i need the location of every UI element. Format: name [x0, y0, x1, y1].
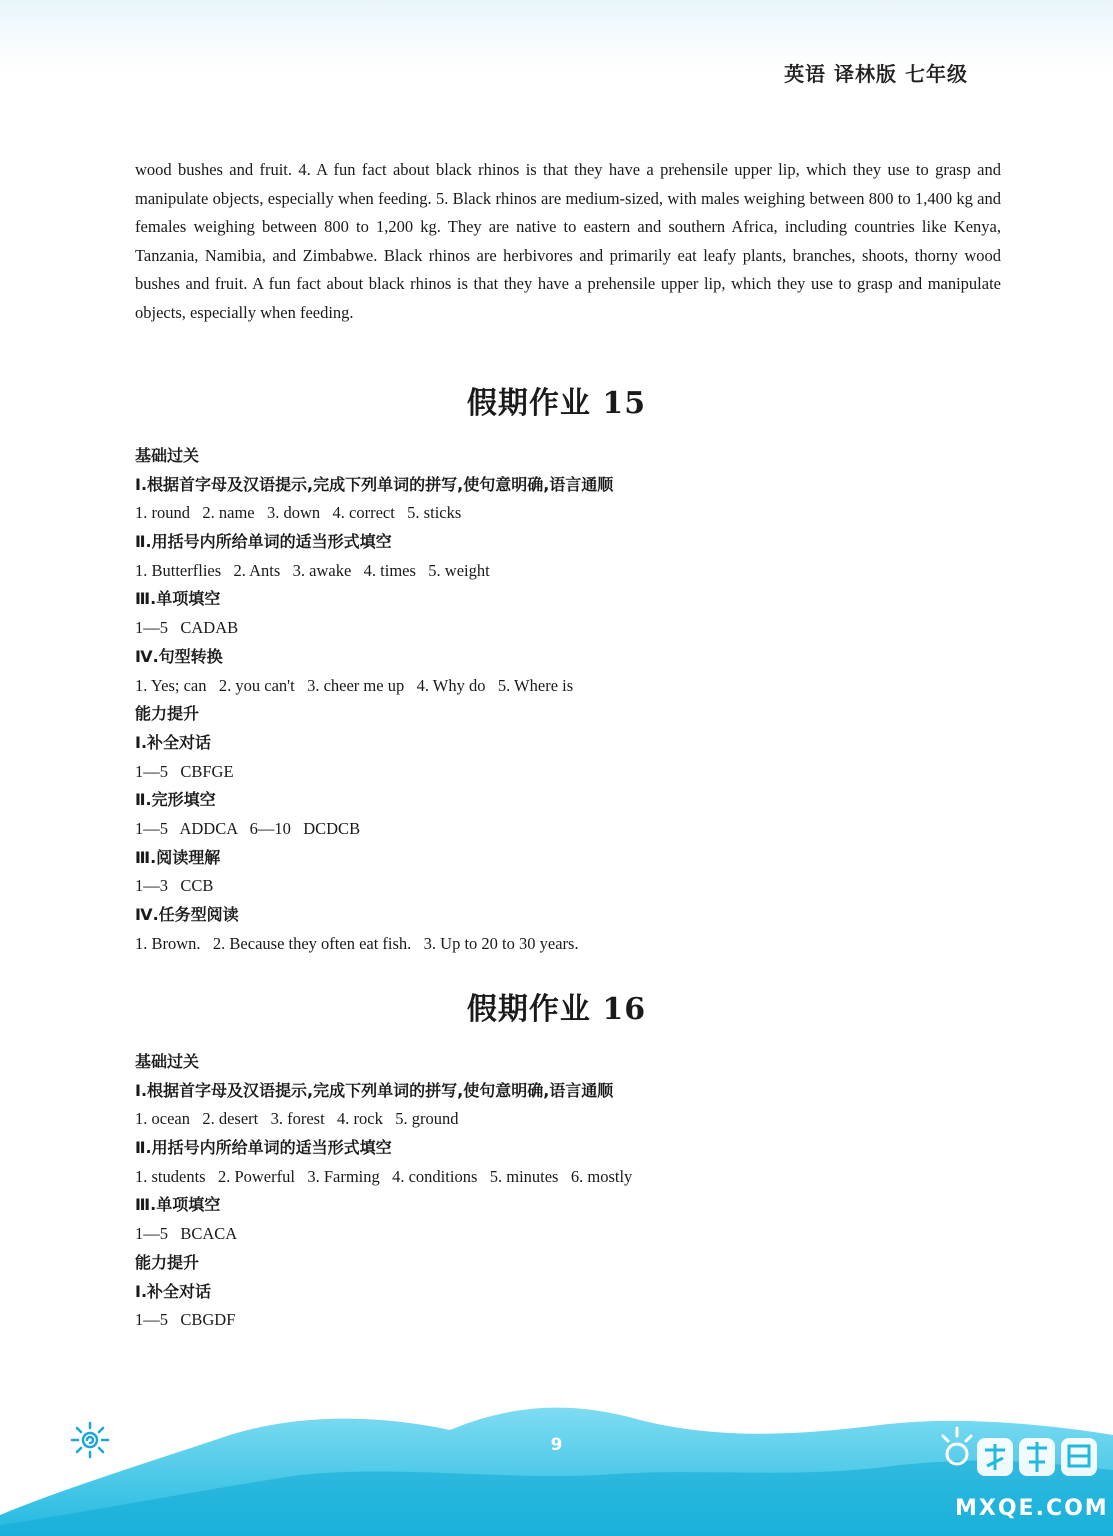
- category-heading: 能力提升: [135, 1252, 200, 1272]
- answer-line: 1—5 CBFGE: [135, 761, 234, 781]
- answer-line: 1—5 ADDCA 6—10 DCDCB: [135, 818, 361, 838]
- category-heading: 基础过关: [135, 446, 200, 465]
- page-number: 9: [550, 1435, 563, 1455]
- question-heading: Ⅲ.单项填空: [135, 1195, 221, 1215]
- section-15-body: [135, 442, 1001, 958]
- question-heading: Ⅲ.单项填空: [135, 589, 221, 609]
- question-heading: Ⅰ.根据首字母及汉语提示,完成下列单词的拼写,使句意明确,语言通顺: [135, 474, 614, 494]
- section-title-15: 假期作业 15: [466, 386, 647, 421]
- category-heading: 能力提升: [135, 704, 200, 724]
- answer-line: 1. Yes; can 2. you can't 3. cheer me up 4. Why do 5. Where is: [135, 675, 574, 695]
- question-heading: Ⅱ.用括号内所给单词的适当形式填空: [135, 532, 392, 552]
- answer-line: 1—5 CBGDF: [135, 1310, 236, 1330]
- question-heading: Ⅰ.补全对话: [135, 732, 212, 752]
- answer-line: 1—3 CCB: [135, 876, 214, 896]
- category-heading: 基础过关: [135, 1052, 200, 1071]
- answer-line: 1—5 CADAB: [135, 618, 239, 638]
- answer-line: 1. students 2. Powerful 3. Farming 4. conditions 5. minutes 6. mostly: [135, 1166, 633, 1186]
- answer-line: 1. Brown. 2. Because they often eat fish. 3. Up to 20 to 30 years.: [135, 933, 579, 953]
- section-16-body: [135, 1048, 1001, 1335]
- question-heading: Ⅰ.根据首字母及汉语提示,完成下列单词的拼写,使句意明确,语言通顺: [135, 1080, 614, 1100]
- book-header: 英语 译林版 七年级: [784, 62, 968, 86]
- question-heading: Ⅲ.阅读理解: [135, 847, 221, 867]
- section-title-16: 假期作业 16: [466, 992, 647, 1027]
- question-heading: Ⅱ.完形填空: [135, 790, 216, 810]
- watermark-text: MXQE.COM: [955, 1496, 1109, 1521]
- question-heading: Ⅱ.用括号内所给单词的适当形式填空: [135, 1138, 392, 1158]
- answer-line: 1. Butterflies 2. Ants 3. awake 4. times 5. weight: [135, 560, 490, 580]
- question-heading: Ⅳ.句型转换: [135, 646, 223, 666]
- question-heading: Ⅰ.补全对话: [135, 1281, 212, 1301]
- intro-paragraph: wood bushes and fruit. 4. A fun fact about black rhinos is that they have a prehensile upper lip, which they use to grasp and manipulate objects, especially when feeding. 5. Black rhinos are medium-sized, with males weighing between 800 to 1,400 kg and females weighing between 800 to 1,200 kg. They are native to eastern and southern Africa, including countries like Kenya, Tanzania, Namibia, and Zimbabwe. Black rhinos are herbivores and primarily eat leafy plants, branches, shoots, thorny wood bushes and fruit. A fun fact about black rhinos is that they have a prehensile upper lip, which they use to grasp and manipulate objects, especially when feeding.: [135, 160, 1001, 322]
- answer-line: 1. round 2. name 3. down 4. correct 5. sticks: [135, 503, 462, 523]
- question-heading: Ⅳ.任务型阅读: [135, 905, 239, 924]
- answer-line: 1—5 BCACA: [135, 1224, 238, 1244]
- answer-line: 1. ocean 2. desert 3. forest 4. rock 5. ground: [135, 1109, 459, 1129]
